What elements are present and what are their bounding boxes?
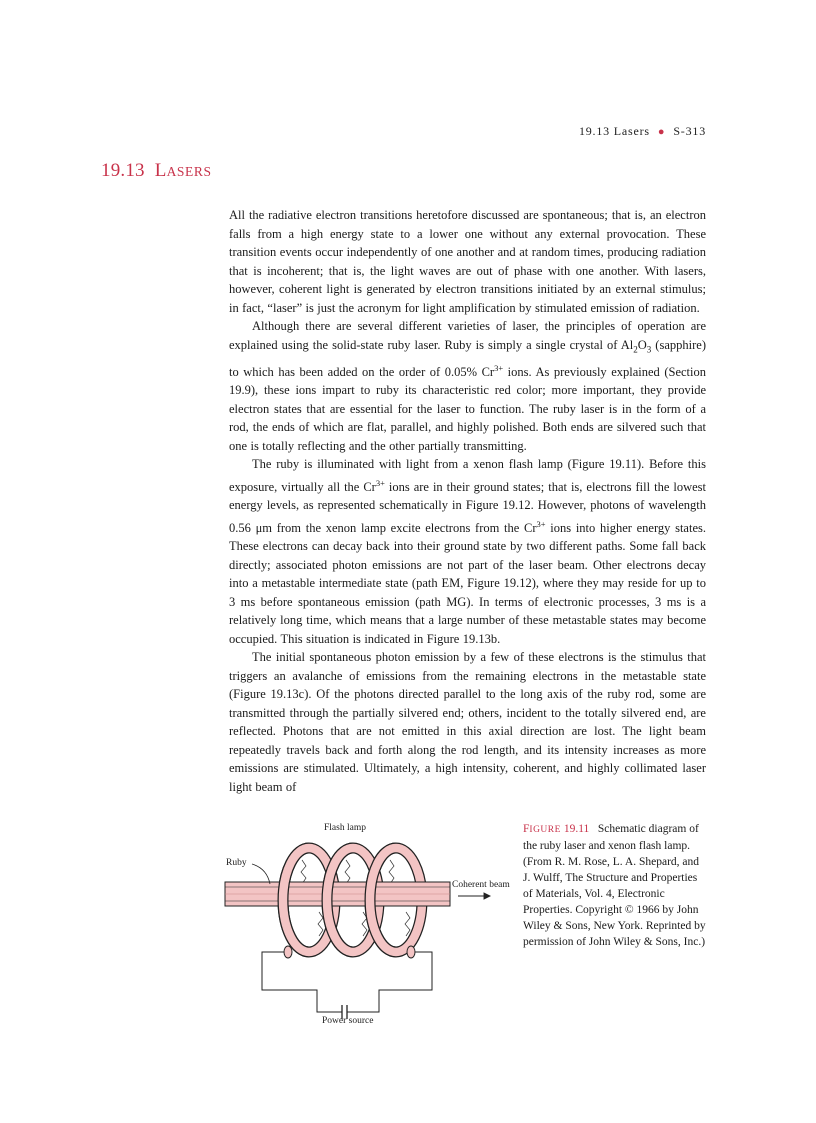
- paragraph-3: [229, 455, 706, 648]
- running-head: [540, 124, 706, 139]
- circuit-wire-right: [352, 952, 432, 1012]
- page-number: S-313: [673, 124, 706, 138]
- section-number: 19.13: [101, 160, 145, 181]
- p3-superscript-1: 3+: [375, 477, 385, 488]
- flash-glow-3: [389, 860, 394, 884]
- ruby-rod: [225, 882, 450, 906]
- label-power-source: Power source: [322, 1016, 374, 1026]
- coherent-beam-arrow: [458, 893, 490, 899]
- paragraph-2: [229, 317, 706, 455]
- p3-superscript-2: 3+: [536, 518, 546, 529]
- paragraph-1: All the radiative electron transitions heretofore discussed are spontaneous; that is, an electron falls from a high energy state to a lower one without any external provocation. These transition events occur independently of one another and at random times, producing radiation that is incoherent; that is, the light waves are out of phase with one another. With lasers, however, coherent light is generated by electron transitions initiated by an external stimulus; in fact, “laser” is just the acronym for light amplification by stimulated emission of radiation.: [229, 208, 706, 315]
- ruby-pointer: [252, 864, 270, 884]
- caption-text: Schematic diagram of the ruby laser and xenon flash lamp. (From R. M. Rose, L. A. Shepard, and J. Wulff, The Structure and Properties of Materials, Vol. 4, Electronic Properties. Copyright © 1966 by John Wiley & Sons, New York. Reprinted by permission of John Wiley & Sons, Inc.): [523, 823, 706, 948]
- label-flash-lamp: Flash lamp: [324, 823, 366, 833]
- p2-subscript-1: 2: [633, 344, 638, 354]
- section-title-rest: ASERS: [166, 164, 212, 179]
- bullet-icon: ●: [657, 126, 666, 138]
- ruby-laser-figure: [222, 820, 518, 1035]
- p2-text-b: O: [637, 337, 647, 352]
- figure-caption: [523, 821, 709, 950]
- section-heading: [101, 160, 212, 182]
- p3-text-a: The ruby is illuminated with light from a xenon flash lamp (Figure 19.11). Before this exposure, virtually all the Cr: [229, 457, 706, 494]
- p2-text-c: (sapphire) to which has been added on the order of 0.05% Cr: [229, 337, 706, 379]
- p2-text-a: Although there are several different varieties of laser, the principles of operation are explained using the solid-state ruby laser. Ruby is simply a single crystal of Al: [229, 319, 706, 352]
- p3-text-b: ions are in their ground states; that is, electrons fill the lowest energy levels, as represented schematically in Figure 19.12. However, photons of wavelength 0.56 μm from the xenon lamp excite electrons from the Cr: [229, 479, 706, 535]
- flash-glow-2: [345, 860, 350, 884]
- p2-superscript: 3+: [494, 362, 504, 373]
- p3-text-c: ions into higher energy states. These electrons can decay back into their ground state by two different paths. Some fall back directly; associated photon emissions are not part of the laser beam. Other electrons decay into a metastable intermediate state (path EM, Figure 19.12), where they may reside for up to 3 ms before spontaneous emission (path MG). In terms of electronic processes, 3 ms is a relatively long time, which means that a large number of these metastable states may become occupied. This situation is indicated in Figure 19.13b.: [229, 520, 706, 646]
- section-title-initial: L: [154, 160, 167, 181]
- caption-id-rest: IGURE: [529, 825, 561, 835]
- label-ruby: Ruby: [226, 858, 247, 868]
- p2-subscript-2: 3: [646, 344, 652, 354]
- caption-id-number: 19.11: [563, 823, 590, 835]
- lamp-end-left: [284, 946, 292, 958]
- p2-text-d: ions. As previously explained (Section 19.9), these ions impart to ruby its characteristic red color; more important, they provide electron states that are essential for the laser to function. The ruby laser is in the form of a rod, the ends of which are flat, parallel, and highly polished. Both ends are silvered such that one is totally reflecting and the other partially transmitting.: [229, 364, 706, 453]
- lamp-end-right: [407, 946, 415, 958]
- ruby-laser-diagram: [222, 820, 518, 1035]
- flash-glow-1: [301, 860, 306, 884]
- label-coherent-beam: Coherent beam: [452, 880, 510, 890]
- body-text: [229, 206, 706, 796]
- circuit-wire-left: [262, 952, 342, 1012]
- caption-figure-id: [523, 823, 589, 835]
- running-head-section: 19.13 Lasers: [578, 124, 650, 138]
- caption-id-initial: F: [523, 823, 530, 835]
- paragraph-4: The initial spontaneous photon emission by a few of these electrons is the stimulus that triggers an avalanche of emissions from the remaining electrons in the metastable state (Figure 19.13c). Of the photons directed parallel to the long axis of the ruby rod, some are transmitted through the partially silvered end; others, incident to the totally silvered end, are reflected. Photons that are not emitted in this axial direction are lost. The light beam repeatedly travels back and forth along the rod length, and its intensity increases as more emissions are stimulated. Ultimately, a high intensity, coherent, and highly collimated laser light beam of: [229, 650, 706, 794]
